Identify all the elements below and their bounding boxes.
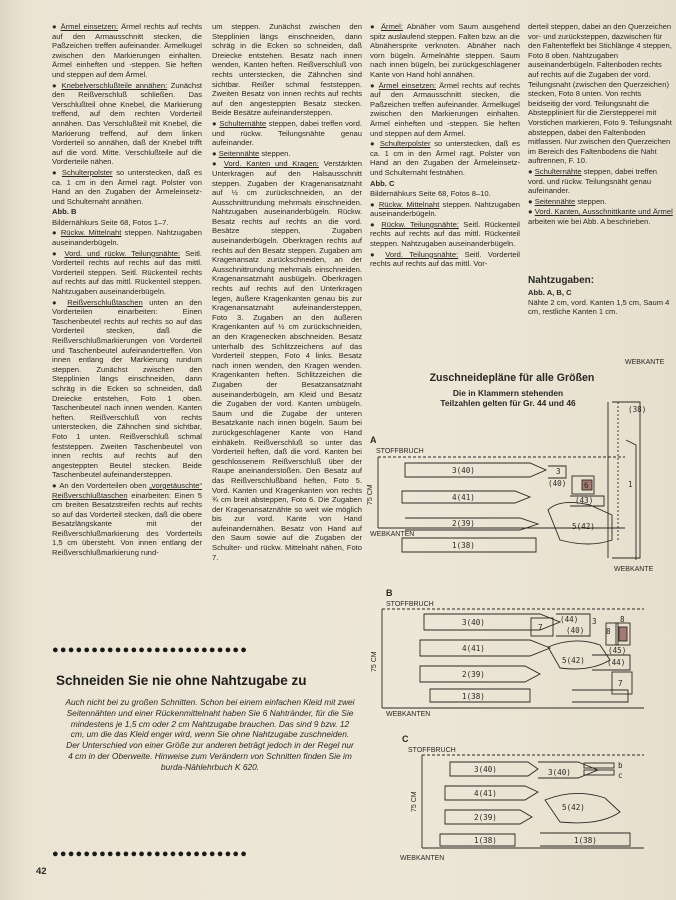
topic-label: Vord. Teilungsnähte:: [385, 249, 459, 259]
plan-c-letter: C: [402, 734, 409, 744]
body-text: Ärmel rechts auf rechts auf den Armausschnitt stecken, die Paßzeichen treffen aufeinander. Ärmelkugel zwischen den Markierungen einhalten. Ärmel einheften und -steppen. Sie heften und steppen auf dem Ärmel.: [52, 22, 202, 79]
plan-b-letter: B: [386, 588, 393, 598]
plan-a-label-2: 4(41): [452, 493, 475, 502]
stoffbruch-c: STOFFBRUCH: [408, 747, 456, 754]
bullet-icon: ●: [370, 219, 377, 229]
bullet-icon: ●: [52, 248, 60, 258]
plan-b-label-7: (44): [560, 615, 579, 624]
plan-b-label-10: 8: [620, 615, 625, 624]
plan-c-label-2: 4(41): [474, 789, 497, 798]
body-text: steppen, dabei treffen vord. und rückw. Teilungsnähte genau aufeinander.: [212, 118, 362, 148]
plan-c-label-7: b: [618, 761, 623, 770]
plan-b-label-9: 3: [592, 617, 597, 626]
webkanten-a: WEBKANTEN: [370, 531, 415, 538]
cutting-plan-a: [378, 402, 640, 560]
zuschneide-title: Zuschneidepläne für alle Größen: [429, 372, 595, 384]
plan-a-label-11: 1: [628, 480, 633, 489]
body-text: Bildernähkurs Seite 68, Fotos 8–10.: [370, 189, 491, 199]
bullet-icon: ●: [370, 249, 379, 259]
plan-b-piece-4: [420, 640, 550, 656]
topic-label: Vord. Kanten, Ausschnittkante und Ärmel: [534, 207, 673, 217]
plan-c-label-3: 2(39): [474, 813, 497, 822]
bullet-icon: ●: [212, 118, 217, 128]
topic-label: Schulternähte: [534, 166, 582, 176]
body-text: Verstärkten Unterkragen auf den Halsausschnitt steppen. Zugaben der Kragenansatznaht auf ½ cm zurückschneiden, an der Ausschnittrundung mehrmals einschneiden. Nahtzugaben auseinanderbügeln. Rückw. Besatz rechts auf rechts an die vord. Besätze steppen, Zugaben auseinanderbügeln. Oberkragen rechts auf rechts auf den Besatz steppen. Zugaben am Kragenansatz zurückschneiden, an der Ausschnittrundung mehrmals einschneiden. Kragenansatznaht ausbügeln. Oberkragen rechts auf rechts auf den Unterkragen legen, äußere Kragenkanten genau bis zur Kragenansatznaht aufeinandersteppen, Foto 3. Zugaben an den äußeren Kragenkanten auf ½ cm zurückschneiden, an den Kragenecken abschneiden. Besatz unterhalb des Schlitzzeichens auf das Vorderteil steppen, Foto 4 links. Besatz nach innen wenden, den Kragen wenden. Kragenkanten heften. Schlitzzeichen die Zugaben der Besatzansatznaht auseinanderbügeln, am Kleid und Besatz die Zugaben der vord. Kanten umbügeln. Saum und die Zugabe der unteren Besatzkante nach innen bügeln. Saum bei zurückgeschlagener Kante von Hand einhäkeln. Reißverschluß so unter das Vorderteil heften, daß die vord. Kanten bei geschlossenem Reißverschluß über der Raupe aneinanderstoßen. Den Besatz auf das Reißverschlußband heften, Foto 5. Vord. Kanten und Kragenkanten von rechts ¾ cm breit absteppen, Foto 6. Die Zugaben der Kragenansatznähte so weit wie möglich bis zur vord. Kante von Hand aufeinandernähen. Besatz von Hand auf den Saum sowie auf die Zugaben der Schulter- und rückw. Mittelnaht nähen, Foto 7.: [212, 159, 362, 562]
plan-c-label-5: 5(42): [562, 803, 585, 812]
bullet-icon: ●: [370, 22, 377, 31]
plan-b-label-12: (44): [607, 658, 626, 667]
webkante-label-a: WEBKANTE: [625, 359, 665, 366]
body-text: Bildernähkurs Seite 68, Fotos 1–7.: [52, 217, 169, 227]
plan-c-label-9: 1(38): [574, 836, 597, 845]
plan-c-label-1: 3(40): [474, 765, 497, 774]
cutting-plan-c: [422, 755, 644, 848]
topic-label: Reißverschlußtaschen: [67, 297, 143, 307]
plan-c-label-8: c: [618, 771, 623, 780]
nahtzugaben-abb: Abb. A, B, C: [528, 288, 572, 297]
plan-a-label-5: 5(42): [572, 522, 595, 531]
box-text: Auch nicht bei zu großen Schnitten. Schon bei einem einfachen Kleid mit zwei Seitennähten und einer Rückenmittelnaht haben Sie 6 Nahtränder, für die Sie mindestens je 1,5 cm oder 2 cm Nahtzugabe brauchen. Das sind 9 bzw. 12 cm, um die das Kleid enger wird, wenn Sie ohne Nahtzugabe zuschneiden. Der Unterschied von einer Größe zur anderen beträgt jedoch in der Regel nur 4 cm in der Oberweite. Hinweise zum Verändern von Schnitten finden Sie im burda-Nählehrbuch K 620.: [65, 697, 355, 772]
plan-a-label-6: 3: [556, 467, 561, 476]
topic-label: „vorgetäuschte“ Reißverschlußtaschen: [52, 480, 202, 500]
topic-label: Rückw. Mittelnaht: [60, 228, 122, 238]
topic-label: Seitennähte: [218, 148, 260, 158]
webkanten-c: WEBKANTEN: [400, 855, 445, 862]
bullet-icon: ●: [52, 297, 61, 307]
body-text: Seitl. Vorderteil rechts auf rechts auf das mittl. Vor-: [370, 249, 520, 269]
width-label-c: 75 CM: [411, 791, 418, 812]
bullet-icon: ●: [370, 139, 377, 149]
stoffbruch-b: STOFFBRUCH: [386, 601, 434, 608]
bullet-icon: ●: [212, 148, 217, 158]
body-text: derteil steppen, dabei an den Querzeichen vor- und zurücksteppen, dazwischen für den Faltenteffekt bei Stichlänge 4 steppen, Foto 8 oben. Nahtzugaben auseinanderbügeln. Faltenboden rechts auf rechts auf die Zugaben der vord. Teilungsnaht (zwischen den Querzeichen) stecken, Foto 8 unten. Von rechts beidseitig der vord. Teilungsnaht die Absteppliniert für die Ziersteppereí mit Vorstichen markieren, Foto 9. Teilungsnaht absteppen, dabei den Faltenboden mitfassen. Nur zwischen den Querzeichen im Bereich des Faltenbodens die Naht auftrennen, F. 10.: [528, 22, 672, 166]
topic-label: Knebelverschlußteile annähen:: [61, 80, 168, 90]
bullet-icon: ●: [52, 167, 59, 177]
plan-b-label-5: 5(42): [562, 656, 585, 665]
plan-b-label-1: 3(40): [462, 618, 485, 627]
plan-a-label-10: (38): [628, 405, 647, 414]
zuschneide-subtitle: Die in Klammern stehenden Teilzahlen gelten für Gr. 44 und 46: [440, 388, 576, 408]
plan-b-label-8: (40): [566, 626, 585, 635]
bullet-icon: ●: [528, 166, 533, 176]
body-text: um steppen. Zunächst zwischen den Stepplinien längs einschneiden, dann schräg in die Ecken so schneiden, daß Dreiecke entstehen. Besatz nach innen wenden, Kanten heften. Reißverschluß von rechts unterstecken, die Zähnchen sind sichtbar. Reißer schmal feststeppen. Zweiten Besatz von innen rechts auf rechts auf den angesteppten Besatz stecken. Beide Besätze aufeinandersteppen.: [212, 22, 362, 118]
bullet-icon: ●: [52, 480, 58, 490]
plan-b-label-6: 7: [538, 623, 543, 632]
bullet-icon: ●: [52, 80, 58, 90]
bullet-icon: ●: [370, 80, 376, 90]
topic-label: Schulternähte: [219, 118, 267, 128]
plan-a-letter: A: [370, 435, 377, 445]
plan-b-label-11: (45): [608, 646, 627, 655]
body-text: steppen.: [575, 196, 607, 206]
bullet-icon: ●: [52, 228, 58, 238]
plan-b-label-13: 7: [618, 679, 623, 688]
bullet-icon: ●: [528, 207, 533, 217]
body-text: arbeiten wie bei Abb. A beschrieben.: [528, 216, 651, 226]
plan-c-label-4: 1(38): [474, 836, 497, 845]
topic-label: Ärmel einsetzen:: [60, 22, 119, 31]
body-text: steppen. Nahtzugaben auseinanderbügeln.: [52, 228, 202, 248]
nahtzugaben-heading: Nahtzugaben:: [528, 275, 595, 286]
plan-a-label-7: (40): [548, 479, 567, 488]
plan-a-label-9: (43): [575, 496, 594, 505]
plan-b-label-14: 8: [606, 627, 611, 636]
body-text: so unterstecken, daß es ca. 1 cm in den Ärmel ragt. Polster von Hand an den Zugaben der Ärmeleinsetz- und Schulternaht annähen.: [52, 167, 202, 206]
body-text: steppen.: [259, 148, 291, 158]
page-number: 42: [36, 866, 47, 877]
topic-label: Seitennähte: [534, 196, 576, 206]
topic-label: Ärmel:: [380, 22, 403, 31]
topic-label: Rückw. Teilungsnähte:: [381, 219, 459, 229]
bullet-icon: ●: [212, 159, 220, 169]
body-text: Ärmel rechts auf rechts auf den Armausschnitt stecken, die Paßzeichen treffen aufeinander. Ärmelkugel zwischen den Markierungen einhalten. Ärmel einheften und -steppen. Sie heften und steppen auf dem Ärmel.: [370, 80, 520, 138]
width-label-a: 75 CM: [367, 484, 374, 505]
topic-label: Ärmel einsetzen:: [378, 80, 437, 90]
section-heading: Abb. B: [52, 207, 77, 217]
topic-label: Schulterpolster: [379, 139, 431, 149]
plan-a-label-8: 6: [584, 481, 589, 490]
dot-divider-top: ●●●●●●●●●●●●●●●●●●●●●●●●●: [52, 644, 249, 656]
stoffbruch-a: STOFFBRUCH: [376, 448, 424, 455]
plan-c-label-6: 3(40): [548, 768, 571, 777]
plan-b-label-3: 2(39): [462, 670, 485, 679]
body-text: Zunächst den Reißverschluß schließen. Das Verschlußteil ohne Knebel, die Markierung treffend, auf dem rechten Vorderteil annähen. Das Verschlußteil mit Knebel, die Markierung treffend, auf dem linken Vorderteil so annähen, daß der Knebel trifft auf die vord. Mitte. Verschlußteile auf die Vorderteile nähen.: [52, 80, 202, 167]
body-text: Seitl. Rückenteil rechts auf rechts auf das mittl. Rückenteil steppen. Nahtzugaben auseinanderbügeln.: [370, 219, 520, 249]
cutting-plan-b: [382, 609, 644, 708]
width-label-b: 75 CM: [371, 651, 378, 672]
body-text: steppen, dabei treffen vord. und rückw. Teilungsnäht genau aufeinander.: [528, 166, 658, 196]
section-heading: Abb. C: [370, 178, 395, 188]
topic-label: Vord. und rückw. Teilungsnähte:: [64, 248, 181, 258]
webkanten-b: WEBKANTEN: [386, 711, 431, 718]
body-text: An den Vorderteilen oben: [59, 480, 150, 490]
webkante-label-a2: WEBKANTE: [614, 566, 654, 573]
nahtzugaben-body: Nähte 2 cm, vord. Kanten 1,5 cm, Saum 4 cm, restliche Kanten 1 cm.: [528, 297, 670, 317]
body-text: Seitl. Vorderteil rechts auf rechts auf das mittl. Vorderteil steppen. Seitl. Rückenteil rechts auf rechts auf das mittl. Rückenteil steppen. Nahtzugaben auseinanderbügeln.: [52, 248, 202, 297]
dot-divider-bottom: ●●●●●●●●●●●●●●●●●●●●●●●●●: [52, 848, 249, 860]
box-title: Schneiden Sie nie ohne Nahtzugabe zu: [56, 673, 307, 688]
plan-a-label-3: 2(39): [452, 519, 475, 528]
body-text: steppen. Nahtzugaben auseinanderbügeln.: [370, 199, 520, 219]
body-text: unten an den Vorderteilen einarbeiten: Einen Taschenbeutel rechts auf rechts so auf das Vorderteil stecken, daß die Reißverschlußmarkierungen von Vorderteil und Taschenbeutel aufeinandertreffen. Von innen entlang der Markierung rundum steppen. Zunächst zwischen den Stepplinien längs einschneiden, dann schräg in die Ecken so schneiden, daß Dreiecke entstehen, Foto 1 oben. Taschenbeutel nach innen wenden. Kanten heften. Reißverschluß von rechts unterstecken, die Zähnchen sind sichtbar, Foto 1 unten. Reißverschluß schmal feststeppen. Zweiten Taschenbeutel von innen rechts auf rechts auf den angesteppten Beutel stecken. Beide Taschenbeutel aufeinandersteppen.: [52, 297, 202, 480]
body-text: einarbeiten: Einen 5 cm breiten Besatzstreifen rechts auf rechts so auf das Vorderteil stecken, daß die obere Besatzlängskante mit der Reißverschlußmarkierung des Vorderteils 1,5 cm übersteht. Von innen entlang der Reißverschlußmarkierung rund-: [52, 490, 202, 558]
topic-label: Rückw. Mittelnaht: [378, 199, 440, 209]
bullet-icon: ●: [370, 199, 376, 209]
plan-b-label-4: 1(38): [462, 692, 485, 701]
plan-a-piece-3: [405, 463, 546, 477]
bullet-icon: ●: [52, 22, 58, 31]
plan-a-label-1: 3(40): [452, 466, 475, 475]
bullet-icon: ●: [528, 196, 533, 206]
plan-a-label-4: 1(38): [452, 541, 475, 550]
topic-label: Schulterpolster: [61, 167, 113, 177]
body-text: so unterstecken, daß es ca. 1 cm in den Ärmel ragt. Polster von Hand an den Zugaben der Ärmeleinsetz- und Schulternaht festnähen.: [370, 139, 520, 177]
plan-b-label-2: 4(41): [462, 644, 485, 653]
body-text: Abnäher vom Saum ausgehend spitz auslaufend steppen. Falten bzw. an die Abnähersprite verknoten. Abnäher nach vorn bügeln. Ärmelnähte steppen. Saum nach innen bügeln, bei zurückgeschlagener Kante von Hand hohl annähen.: [370, 22, 520, 79]
topic-label: Vord. Kanten und Kragen:: [223, 159, 319, 169]
